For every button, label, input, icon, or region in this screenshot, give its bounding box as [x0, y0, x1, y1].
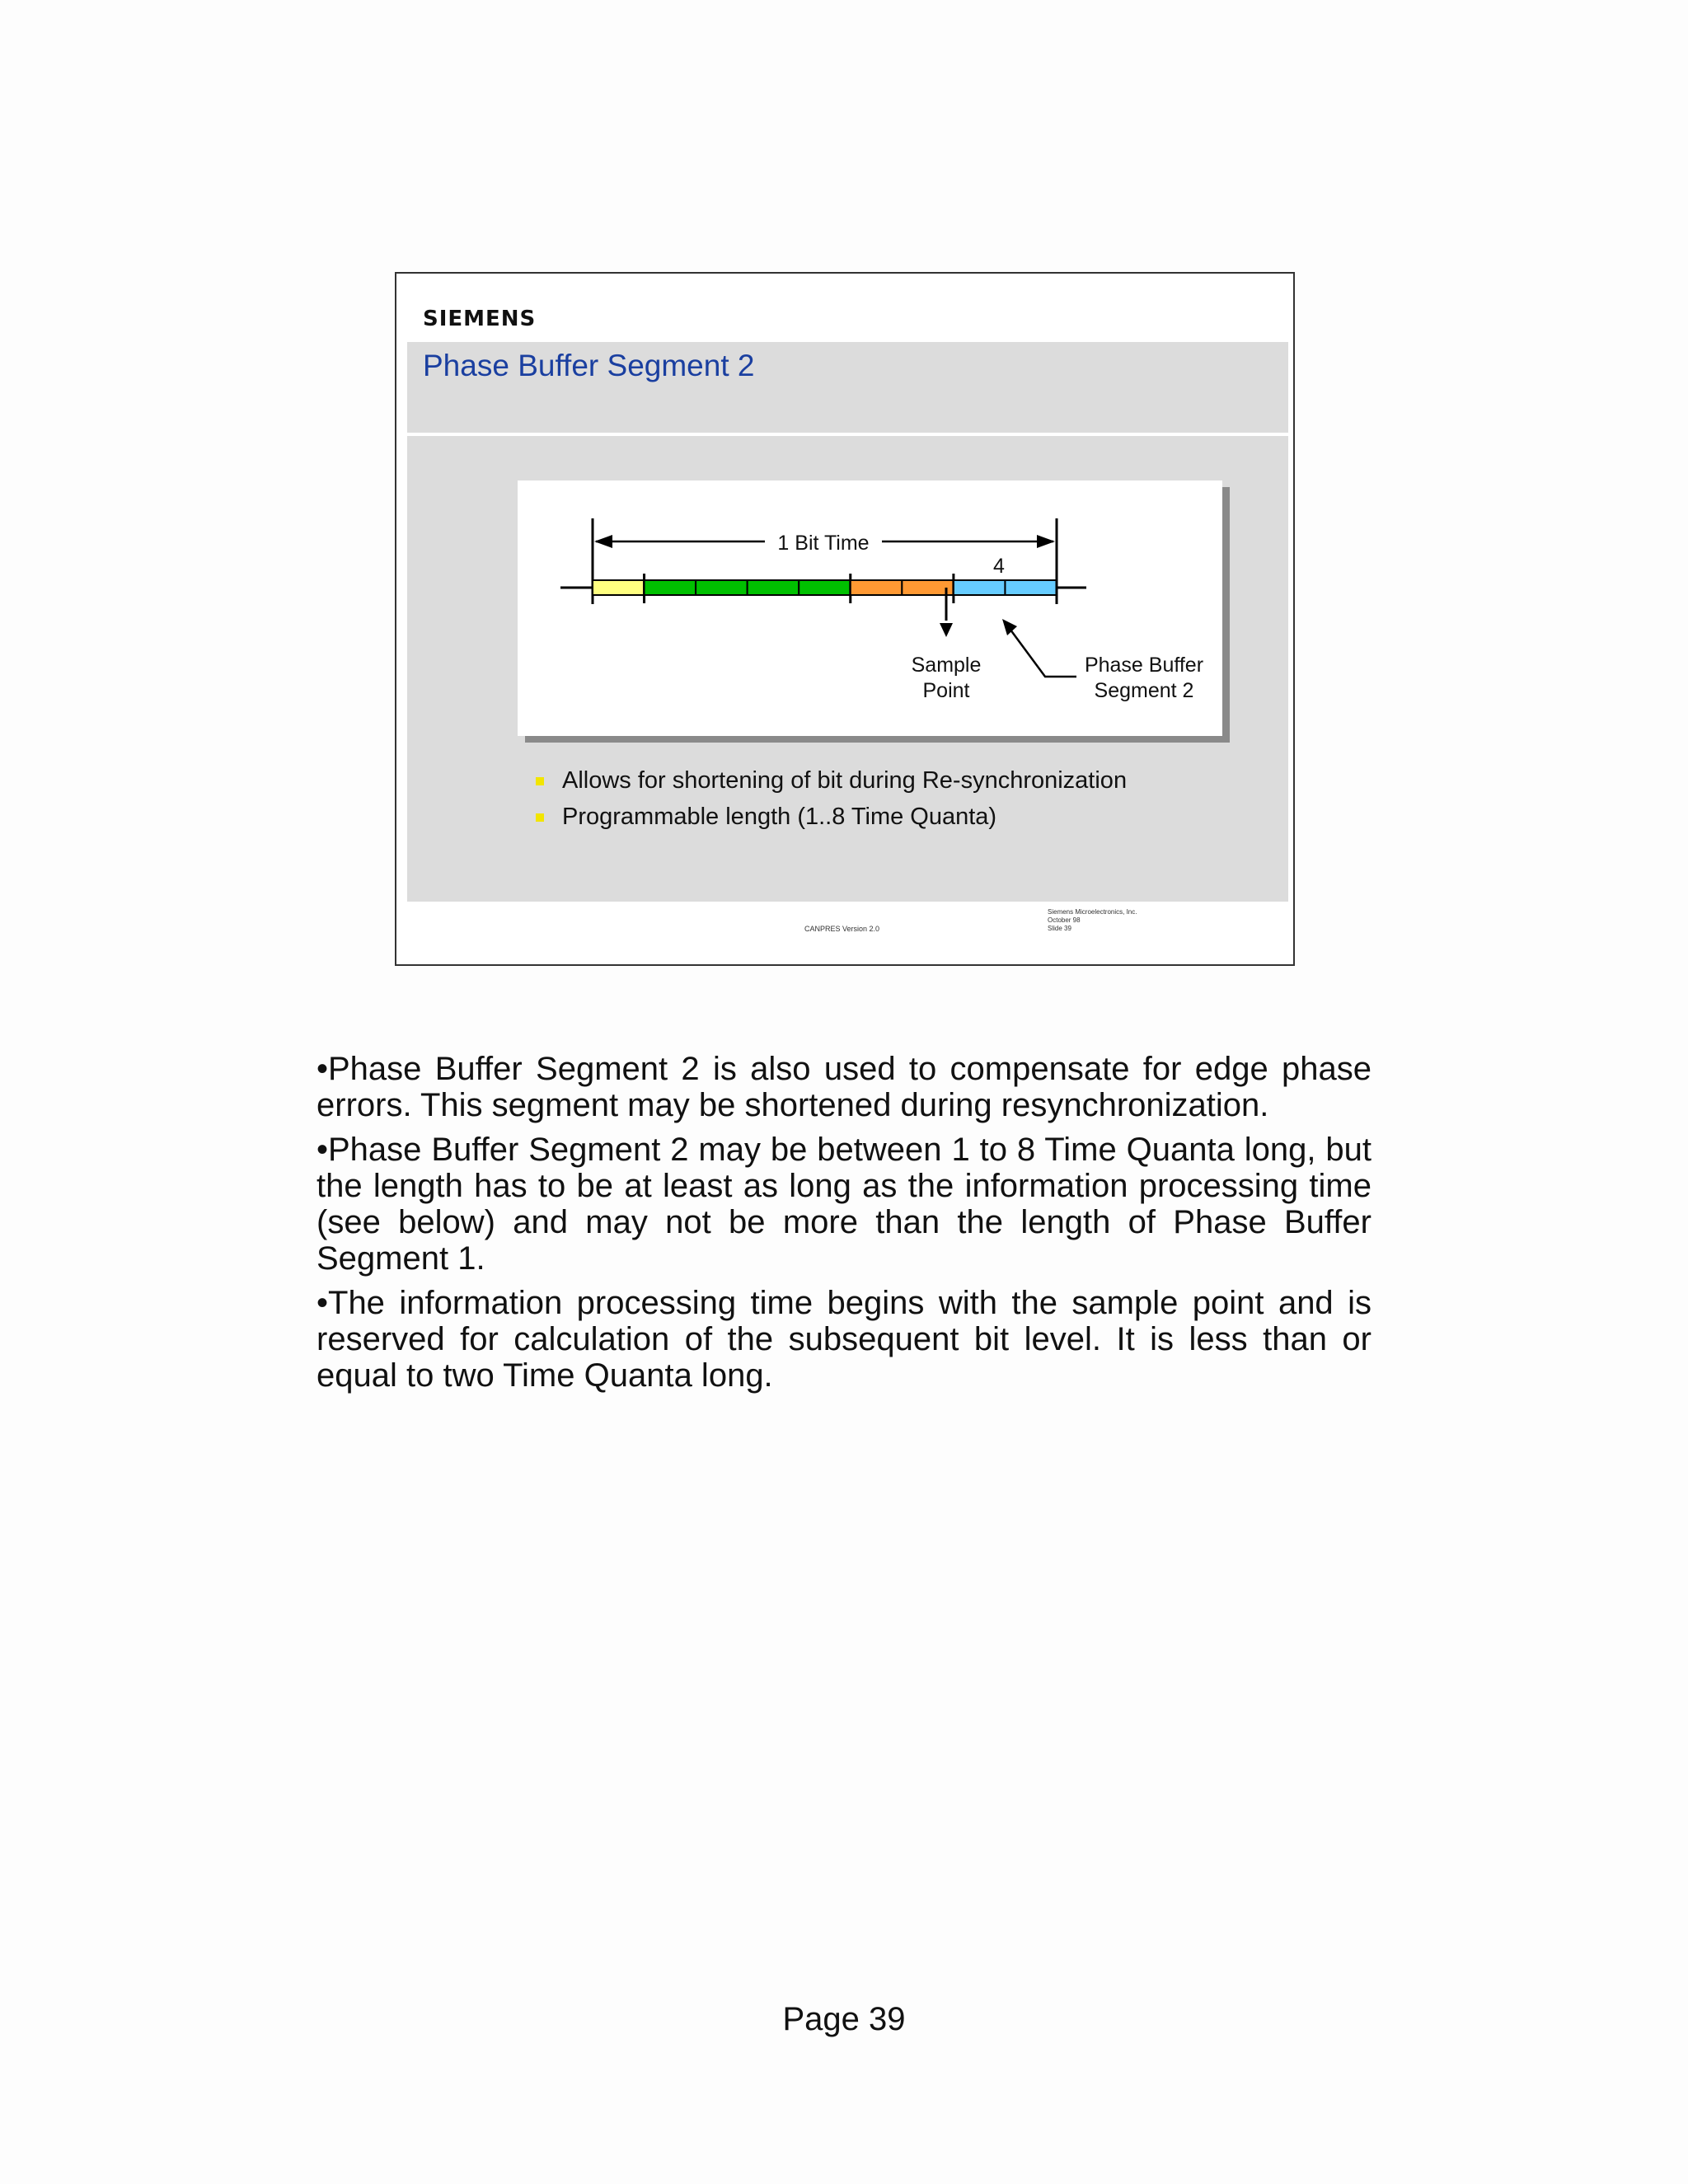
siemens-logo: SIEMENS [423, 307, 537, 331]
slide-bullet: Allows for shortening of bit during Re-synchronization [531, 762, 1127, 799]
time-quanta-segments [593, 574, 1057, 603]
time-quantum-cell [954, 580, 1006, 595]
slide [395, 272, 1295, 966]
phase-buffer-label-line1: Phase Buffer [1084, 654, 1204, 677]
sample-point-arrowhead [940, 623, 953, 637]
notes-paragraph: •The information processing time begins with the sample point and is reserved for calculation of the subsequent bit level. It is less than or equal to two Time Quanta long. [316, 1285, 1372, 1394]
time-quantum-cell [1005, 580, 1057, 595]
time-quantum-cell [696, 580, 748, 595]
slide-bullet-list [531, 762, 1127, 835]
notes-paragraph: •Phase Buffer Segment 2 is also used to compensate for edge phase errors. This segment may be shortened during resynchronization. [316, 1051, 1372, 1123]
bit-time-arrow-right [1037, 535, 1055, 548]
time-quantum-cell [593, 580, 645, 595]
bit-timing-svg [518, 480, 1222, 736]
segment-count-label: 4 [993, 555, 1005, 578]
notes-paragraph: •Phase Buffer Segment 2 may be between 1 to 8 Time Quanta long, but the length has to be at least as long as the information processing time (see below) and may not be more than the length of Phase Buffer Segment 1. [316, 1132, 1372, 1277]
slide-body [407, 436, 1288, 902]
phase-buffer-label-line2: Segment 2 [1094, 679, 1194, 702]
phase-buffer-leader-line [1006, 623, 1076, 677]
time-quantum-cell [645, 580, 696, 595]
sample-point-label-line2: Point [922, 679, 970, 702]
speaker-notes [316, 1051, 1372, 1402]
time-quantum-cell [851, 580, 903, 595]
bullet-square-icon [536, 813, 544, 822]
page-number: Page 39 [782, 2001, 906, 2037]
slide-footer-info: Siemens Microelectronics, Inc. October 98 Slide 39 [1048, 908, 1137, 932]
bullet-square-icon [536, 777, 544, 785]
bit-timing-diagram [518, 480, 1222, 736]
slide-title: Phase Buffer Segment 2 [423, 349, 755, 382]
slide-footer-version: CANPRES Version 2.0 [804, 925, 880, 933]
slide-bullet: Programmable length (1..8 Time Quanta) [531, 799, 1127, 835]
phase-buffer-arrowhead [1002, 619, 1017, 635]
bit-time-label: 1 Bit Time [777, 532, 870, 555]
time-quantum-cell [748, 580, 799, 595]
time-quantum-cell [799, 580, 851, 595]
slide-title-band [407, 342, 1288, 433]
sample-point-label-line1: Sample [911, 654, 982, 677]
bit-time-arrow-left [594, 535, 612, 548]
